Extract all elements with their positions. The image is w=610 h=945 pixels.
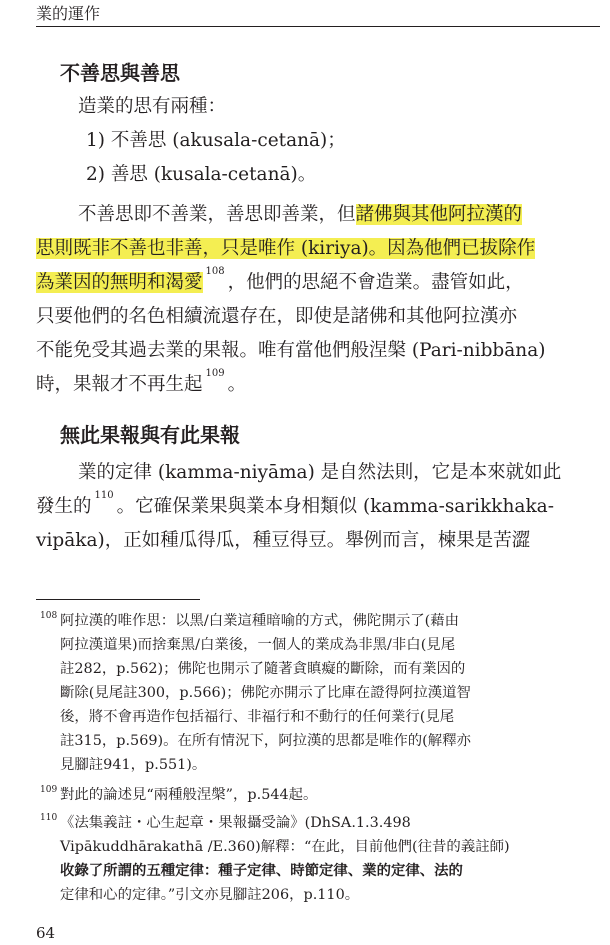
footnote-line: 註315，p.569)。在所有情況下，阿拉漢的思都是唯作的(解釋亦 — [60, 733, 471, 749]
body-line: 只要他們的名色相續流還存在，即使是諸佛和其他阿拉漢亦 — [36, 306, 518, 327]
footnote-line: 收錄了所謂的五種定律：種子定律、時節定律、業的定律、法的 — [60, 862, 463, 879]
highlighted-text: 思則既非不善也非善，只是唯作 (kiriya)。因為他們已拔除作 — [36, 238, 536, 259]
body-line: vipāka)，正如種瓜得瓜，種豆得豆。舉例而言，楝果是苦澀 — [36, 530, 531, 551]
body-text: 時，果報才不再生起 — [36, 374, 203, 395]
body-line — [36, 489, 554, 520]
running-header — [36, 4, 600, 27]
body-text: 。它確保業果與業本身相類似 (kamma-sarikkhaka- — [116, 496, 554, 517]
body-line: 業的定律 (kamma-niyāma) 是自然法則，它是本來就如此 — [78, 462, 562, 483]
page-number: 64 — [36, 924, 56, 942]
footnote-number: 108 — [40, 611, 58, 621]
footnote-line: 見腳註941，p.551)。 — [60, 757, 207, 773]
body-text: 不善思即不善業，善思即善業，但 — [78, 204, 356, 225]
body-text: 發生的 — [36, 496, 92, 517]
body-line — [78, 202, 522, 228]
list-item: 2) 善思 (kusala-cetanā)。 — [86, 164, 317, 185]
body-line: 不能免受其過去業的果報。唯有當他們般涅槃 (Pari-nibbāna) — [36, 340, 546, 361]
highlighted-text: 為業因的無明和渴愛 — [36, 272, 203, 293]
body-line — [36, 236, 535, 262]
footnote-line: 《法集義註・心生起章・果報攝受論》(DhSA.1.3.498 — [60, 815, 411, 831]
footnote-line: 定律和心的定律。”引文亦見腳註206，p.110。 — [60, 887, 360, 903]
footnote-ref[interactable]: 110 — [94, 489, 114, 501]
body-text: 。 — [227, 374, 247, 395]
footnote-line: 阿拉漢道果)而捨棄黑/白業後，一個人的業成為非黑/非白(見尾 — [60, 637, 456, 653]
body-line — [36, 265, 524, 296]
section-title-result-no-result: 無此果報與有此果報 — [60, 423, 240, 447]
body-line: 造業的思有兩種： — [78, 96, 227, 117]
footnote-ref[interactable]: 109 — [205, 367, 225, 379]
footnote-line: Vipākuddhārakathā /E.360)解釋：“在此，目前他們(往昔的義註師) — [60, 839, 510, 855]
footnote-number: 110 — [40, 813, 58, 823]
section-title-unwholesome-wholesome: 不善思與善思 — [60, 61, 180, 85]
footnote-line: 註282，p.562)；佛陀也開示了隨著貪瞋癡的斷除，而有業因的 — [60, 661, 466, 677]
body-text: ，他們的思絕不會造業。盡管如此， — [227, 272, 524, 293]
footnote-line: 斷除(見尾註300，p.566)；佛陀亦開示了比庫在證得阿拉漢道智 — [60, 685, 471, 701]
list-item: 1) 不善思 (akusala-cetanā)； — [86, 130, 346, 151]
footnote-ref[interactable]: 108 — [205, 265, 225, 277]
footnote-line: 阿拉漢的唯作思：以黑/白業這種暗喻的方式，佛陀開示了(藉由 — [60, 613, 460, 629]
footnote-divider — [36, 599, 200, 600]
footnote-number: 109 — [40, 785, 58, 795]
footnote-line: 對此的論述見“兩種般涅槃”，p.544起。 — [60, 787, 318, 803]
body-line — [36, 367, 247, 398]
running-header-title: 業的運作 — [36, 4, 101, 23]
footnote-line: 後，將不會再造作包括福行、非福行和不動行的任何業行(見尾 — [60, 709, 455, 725]
highlighted-text: 諸佛與其他阿拉漢的 — [355, 204, 523, 225]
